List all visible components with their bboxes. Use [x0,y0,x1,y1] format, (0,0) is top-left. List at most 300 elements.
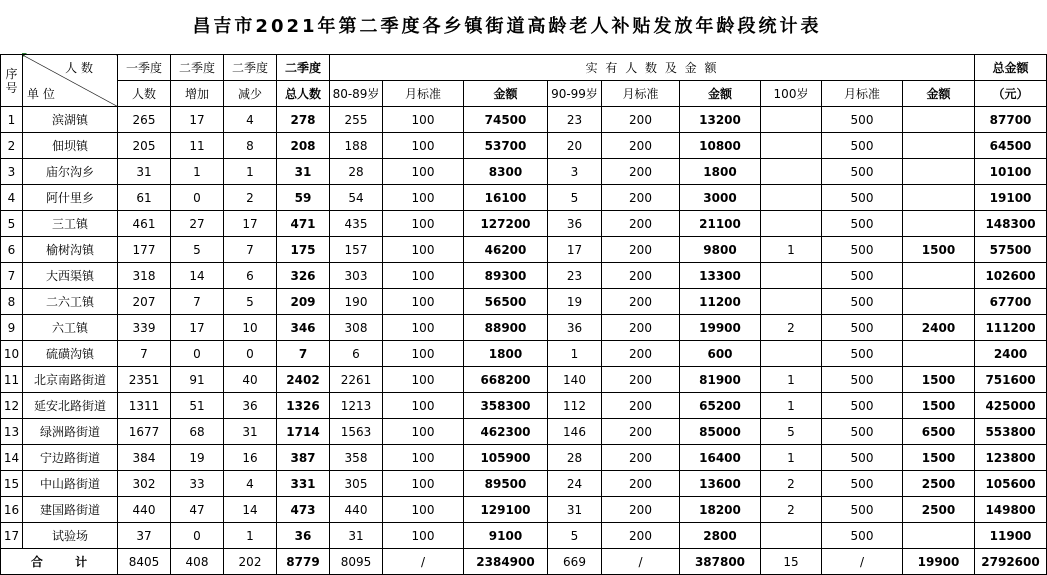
cell-a90: 65200 [680,393,761,419]
cell-n100: 2 [761,315,822,341]
cell-q1: 207 [118,289,171,315]
cell-a80: 46200 [464,237,548,263]
cell-n90: 140 [548,367,602,393]
cell-q1: 37 [118,523,171,549]
cell-s80: 100 [383,107,464,133]
cell-total: 326 [277,263,330,289]
cell-name: 建国路街道 [23,497,118,523]
cell-add: 5 [171,237,224,263]
cell-q1: 177 [118,237,171,263]
cell-s100: 500 [822,263,903,289]
cell-s90: 200 [602,159,680,185]
totals-add: 408 [171,549,224,575]
cell-total: 331 [277,471,330,497]
cell-a80: 89300 [464,263,548,289]
cell-s100: 500 [822,523,903,549]
cell-sum: 2400 [975,341,1047,367]
cell-q1: 31 [118,159,171,185]
cell-no: 10 [1,341,23,367]
header-q2-total: 二季度 [277,55,330,81]
cell-n100 [761,211,822,237]
table-body [1,107,1047,549]
cell-n80: 28 [330,159,383,185]
cell-s90: 200 [602,315,680,341]
cell-s90: 200 [602,471,680,497]
cell-n90: 146 [548,419,602,445]
cell-a90: 2800 [680,523,761,549]
table-title: 昌吉市2021年第二季度各乡镇街道高龄老人补贴发放年龄段统计表 [192,16,822,37]
cell-s100: 500 [822,289,903,315]
cell-s90: 200 [602,237,680,263]
header-row-1 [1,55,1047,81]
cell-sub: 4 [224,107,277,133]
header-row-2 [1,81,1047,107]
cell-q1: 302 [118,471,171,497]
header-sub: 减少 [224,81,277,107]
cell-sum: 67700 [975,289,1047,315]
header-group: 实 有 人 数 及 金 额 [330,55,975,81]
cell-sum: 148300 [975,211,1047,237]
cell-a90: 19900 [680,315,761,341]
cell-no: 9 [1,315,23,341]
cell-name: 试验场 [23,523,118,549]
cell-n80: 305 [330,471,383,497]
cell-a100 [903,107,975,133]
table-row [1,497,1047,523]
cell-sum: 57500 [975,237,1047,263]
cell-a80: 129100 [464,497,548,523]
cell-sum: 111200 [975,315,1047,341]
cell-a100 [903,211,975,237]
cell-s80: 100 [383,211,464,237]
cell-s100: 500 [822,159,903,185]
cell-sum: 10100 [975,159,1047,185]
cell-a80: 89500 [464,471,548,497]
table-row [1,263,1047,289]
cell-s100: 500 [822,107,903,133]
cell-n80: 190 [330,289,383,315]
cell-a80: 16100 [464,185,548,211]
table-row [1,185,1047,211]
cell-s90: 200 [602,211,680,237]
cell-a100 [903,289,975,315]
header-total-amount: 总金额 [975,55,1047,81]
cell-a80: 127200 [464,211,548,237]
cell-a80: 74500 [464,107,548,133]
cell-total: 208 [277,133,330,159]
cell-s90: 200 [602,133,680,159]
cell-s80: 100 [383,159,464,185]
table-row [1,367,1047,393]
cell-s100: 500 [822,419,903,445]
header-persons: 人 数 [65,61,93,75]
cell-sum: 64500 [975,133,1047,159]
cell-s100: 500 [822,341,903,367]
cell-a90: 81900 [680,367,761,393]
cell-s80: 100 [383,445,464,471]
cell-q1: 265 [118,107,171,133]
cell-q1: 440 [118,497,171,523]
cell-total: 387 [277,445,330,471]
cell-total: 278 [277,107,330,133]
cell-add: 14 [171,263,224,289]
cell-q1: 1311 [118,393,171,419]
table-row [1,211,1047,237]
table-row [1,133,1047,159]
table-row [1,315,1047,341]
cell-q1: 205 [118,133,171,159]
header-q2-sub: 二季度 [224,55,277,81]
cell-sum: 11900 [975,523,1047,549]
totals-s80: / [383,549,464,575]
cell-n90: 23 [548,263,602,289]
cell-n90: 24 [548,471,602,497]
cell-add: 0 [171,185,224,211]
cell-sub: 4 [224,471,277,497]
cell-name: 绿洲路街道 [23,419,118,445]
cell-s100: 500 [822,471,903,497]
header-total-persons: 总人数 [277,81,330,107]
header-std3: 月标准 [822,81,903,107]
cell-sum: 553800 [975,419,1047,445]
cell-n90: 31 [548,497,602,523]
cell-s90: 200 [602,523,680,549]
cell-a100: 1500 [903,393,975,419]
cell-q1: 384 [118,445,171,471]
header-age100: 100岁 [761,81,822,107]
cell-a90: 1800 [680,159,761,185]
header-amt2: 金额 [680,81,761,107]
header-q1-persons: 人数 [118,81,171,107]
cell-sub: 16 [224,445,277,471]
cell-n90: 5 [548,185,602,211]
cell-a100: 1500 [903,237,975,263]
totals-sum: 2792600 [975,549,1047,575]
cell-sub: 1 [224,159,277,185]
cell-n100: 2 [761,497,822,523]
totals-a90: 387800 [680,549,761,575]
cell-s80: 100 [383,133,464,159]
cell-a100 [903,159,975,185]
cell-n80: 31 [330,523,383,549]
cell-n90: 28 [548,445,602,471]
cell-total: 471 [277,211,330,237]
cell-a90: 85000 [680,419,761,445]
cell-add: 19 [171,445,224,471]
cell-a90: 16400 [680,445,761,471]
cell-s100: 500 [822,315,903,341]
cell-n90: 20 [548,133,602,159]
cell-sum: 751600 [975,367,1047,393]
cell-total: 59 [277,185,330,211]
cell-sub: 40 [224,367,277,393]
cell-a90: 13600 [680,471,761,497]
cell-n80: 188 [330,133,383,159]
table-row [1,237,1047,263]
header-add: 增加 [171,81,224,107]
header-amt3: 金额 [903,81,975,107]
cell-a100: 1500 [903,445,975,471]
cell-sum: 149800 [975,497,1047,523]
header-diagonal-cell [23,55,118,107]
cell-name: 北京南路街道 [23,367,118,393]
cell-a80: 462300 [464,419,548,445]
totals-row [1,549,1047,575]
cell-a90: 10800 [680,133,761,159]
cell-n90: 36 [548,315,602,341]
totals-label: 合 计 [1,549,118,575]
cell-total: 175 [277,237,330,263]
cell-q1: 7 [118,341,171,367]
cell-n90: 36 [548,211,602,237]
cell-no: 17 [1,523,23,549]
cell-a90: 9800 [680,237,761,263]
cell-s100: 500 [822,211,903,237]
cell-sub: 7 [224,237,277,263]
cell-a90: 3000 [680,185,761,211]
cell-a100: 6500 [903,419,975,445]
cell-n80: 157 [330,237,383,263]
cell-s80: 100 [383,289,464,315]
cell-q1: 61 [118,185,171,211]
totals-n90: 669 [548,549,602,575]
totals-sub: 202 [224,549,277,575]
cell-name: 滨湖镇 [23,107,118,133]
table-row [1,523,1047,549]
cell-add: 0 [171,523,224,549]
cell-n100: 5 [761,419,822,445]
cell-s90: 200 [602,367,680,393]
cell-n100 [761,523,822,549]
cell-a100: 2400 [903,315,975,341]
cell-n90: 23 [548,107,602,133]
cell-s80: 100 [383,497,464,523]
cell-sub: 31 [224,419,277,445]
cell-sum: 425000 [975,393,1047,419]
cell-name: 中山路街道 [23,471,118,497]
cell-n100: 1 [761,445,822,471]
header-q2-add: 二季度 [171,55,224,81]
cell-a100 [903,341,975,367]
cell-add: 51 [171,393,224,419]
cell-total: 209 [277,289,330,315]
cell-no: 5 [1,211,23,237]
cell-add: 17 [171,315,224,341]
cell-a80: 53700 [464,133,548,159]
cell-s80: 100 [383,419,464,445]
cell-total: 31 [277,159,330,185]
cell-a90: 600 [680,341,761,367]
cell-n100: 1 [761,237,822,263]
cell-n80: 54 [330,185,383,211]
cell-a100 [903,263,975,289]
cell-a100: 2500 [903,471,975,497]
cell-s80: 100 [383,393,464,419]
cell-sub: 6 [224,263,277,289]
cell-add: 68 [171,419,224,445]
cell-no: 15 [1,471,23,497]
cell-no: 4 [1,185,23,211]
cell-s100: 500 [822,393,903,419]
cell-n90: 17 [548,237,602,263]
cell-no: 1 [1,107,23,133]
cell-n80: 255 [330,107,383,133]
header-std1: 月标准 [383,81,464,107]
cell-s90: 200 [602,341,680,367]
header-seq: 序号 [1,55,23,107]
cell-n90: 5 [548,523,602,549]
cell-s90: 200 [602,107,680,133]
cell-s80: 100 [383,237,464,263]
cell-s80: 100 [383,263,464,289]
cell-n80: 435 [330,211,383,237]
cell-q1: 1677 [118,419,171,445]
header-unit: 单 位 [27,87,55,101]
cell-a90: 13200 [680,107,761,133]
cell-a100: 2500 [903,497,975,523]
cell-a90: 11200 [680,289,761,315]
cell-sum: 102600 [975,263,1047,289]
cell-a90: 21100 [680,211,761,237]
header-std2: 月标准 [602,81,680,107]
cell-no: 2 [1,133,23,159]
totals-q1: 8405 [118,549,171,575]
cell-no: 8 [1,289,23,315]
cell-no: 3 [1,159,23,185]
cell-a80: 105900 [464,445,548,471]
cell-n100: 1 [761,367,822,393]
cell-s90: 200 [602,185,680,211]
cell-q1: 2351 [118,367,171,393]
cell-a80: 358300 [464,393,548,419]
cell-sub: 8 [224,133,277,159]
cell-name: 佃坝镇 [23,133,118,159]
totals-a80: 2384900 [464,549,548,575]
cell-n80: 440 [330,497,383,523]
header-amt1: 金额 [464,81,548,107]
totals-total: 8779 [277,549,330,575]
cell-add: 27 [171,211,224,237]
cell-a80: 88900 [464,315,548,341]
cell-name: 庙尔沟乡 [23,159,118,185]
cell-add: 1 [171,159,224,185]
cell-a90: 18200 [680,497,761,523]
cell-sub: 14 [224,497,277,523]
table-row [1,159,1047,185]
cell-add: 47 [171,497,224,523]
table-row [1,107,1047,133]
cell-s90: 200 [602,445,680,471]
table-row [1,471,1047,497]
cell-name: 阿什里乡 [23,185,118,211]
header-age90: 90-99岁 [548,81,602,107]
cell-n90: 112 [548,393,602,419]
cell-name: 二六工镇 [23,289,118,315]
table-row [1,419,1047,445]
cell-total: 1714 [277,419,330,445]
cell-n100 [761,289,822,315]
cell-no: 12 [1,393,23,419]
cell-a100 [903,523,975,549]
cell-q1: 461 [118,211,171,237]
cell-s100: 500 [822,445,903,471]
cell-n100 [761,133,822,159]
cell-add: 11 [171,133,224,159]
cell-add: 33 [171,471,224,497]
cell-n80: 358 [330,445,383,471]
table-row [1,445,1047,471]
cell-name: 榆树沟镇 [23,237,118,263]
cell-a80: 9100 [464,523,548,549]
cell-a100 [903,133,975,159]
cell-name: 延安北路街道 [23,393,118,419]
cell-a80: 56500 [464,289,548,315]
totals-s90: / [602,549,680,575]
cell-n80: 1563 [330,419,383,445]
cell-no: 16 [1,497,23,523]
cell-s80: 100 [383,523,464,549]
header-age80: 80-89岁 [330,81,383,107]
cell-add: 17 [171,107,224,133]
cell-no: 13 [1,419,23,445]
cell-a80: 668200 [464,367,548,393]
cell-sum: 123800 [975,445,1047,471]
cell-n80: 2261 [330,367,383,393]
cell-sub: 17 [224,211,277,237]
cell-sub: 0 [224,341,277,367]
header-yuan: （元） [975,81,1047,107]
cell-n100: 2 [761,471,822,497]
cell-s80: 100 [383,367,464,393]
cell-s80: 100 [383,315,464,341]
totals-s100: / [822,549,903,575]
cell-name: 宁边路街道 [23,445,118,471]
cell-n100 [761,159,822,185]
cell-n100 [761,341,822,367]
cell-total: 346 [277,315,330,341]
cell-a90: 13300 [680,263,761,289]
cell-sub: 1 [224,523,277,549]
cell-s100: 500 [822,367,903,393]
cell-sub: 10 [224,315,277,341]
cell-name: 三工镇 [23,211,118,237]
cell-s100: 500 [822,497,903,523]
cell-sum: 87700 [975,107,1047,133]
cell-n90: 3 [548,159,602,185]
cell-a100: 1500 [903,367,975,393]
cell-total: 473 [277,497,330,523]
cell-n90: 19 [548,289,602,315]
cell-total: 1326 [277,393,330,419]
cell-s90: 200 [602,419,680,445]
cell-s80: 100 [383,185,464,211]
cell-s90: 200 [602,263,680,289]
cell-add: 7 [171,289,224,315]
cell-n80: 6 [330,341,383,367]
cell-s100: 500 [822,133,903,159]
header-q1: 一季度 [118,55,171,81]
cell-s100: 500 [822,237,903,263]
cell-s90: 200 [602,393,680,419]
cell-q1: 339 [118,315,171,341]
cell-total: 2402 [277,367,330,393]
cell-n90: 1 [548,341,602,367]
cell-name: 硫磺沟镇 [23,341,118,367]
cell-total: 7 [277,341,330,367]
cell-n80: 308 [330,315,383,341]
cell-sub: 5 [224,289,277,315]
cell-no: 6 [1,237,23,263]
